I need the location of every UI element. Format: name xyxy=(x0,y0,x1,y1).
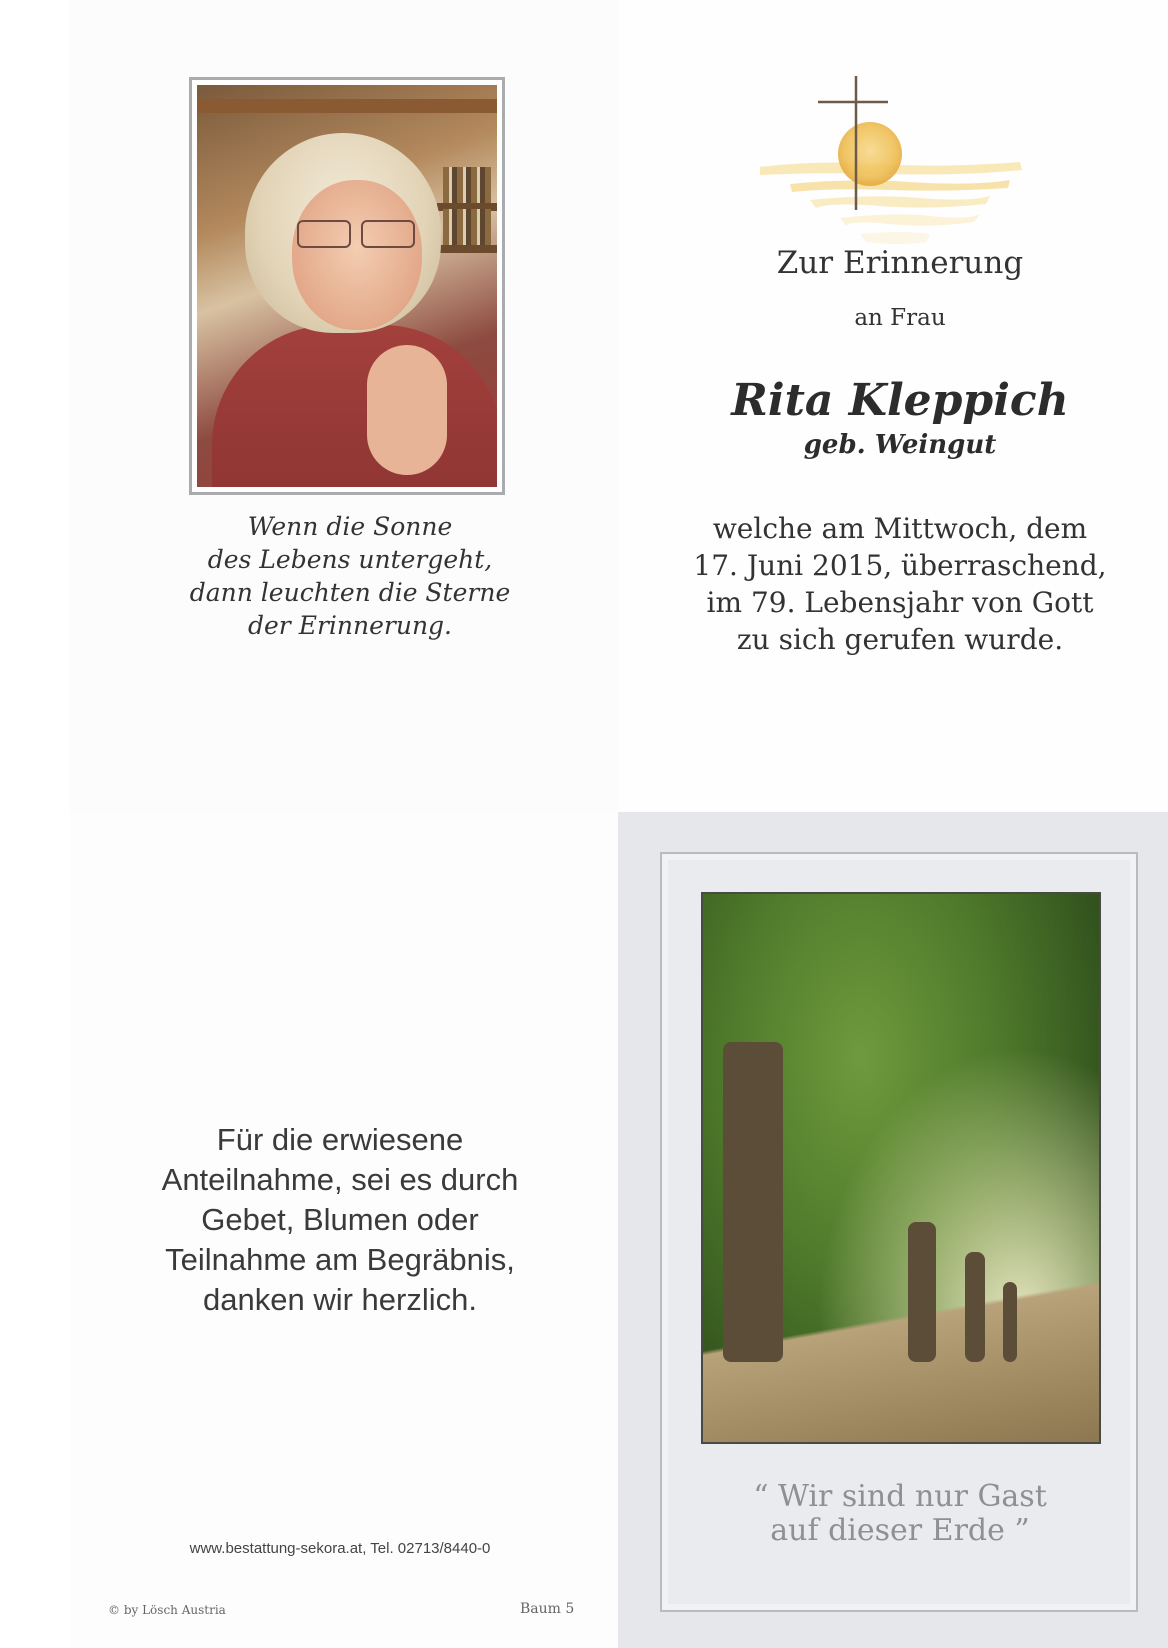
quote-line: auf dieser Erde ” xyxy=(770,1513,1030,1548)
poem-line: Wenn die Sonne xyxy=(247,512,453,541)
thanks-line: Gebet, Blumen oder xyxy=(201,1202,479,1237)
thanks-line: danken wir herzlich. xyxy=(203,1282,477,1317)
thanks-line: Teilnahme am Begräbnis, xyxy=(165,1242,515,1277)
copyright-notice: © by Lösch Austria xyxy=(108,1603,226,1617)
tree-avenue-photo xyxy=(701,892,1101,1444)
death-line: zu sich gerufen wurde. xyxy=(736,623,1064,656)
death-line: 17. Juni 2015, überraschend, xyxy=(693,549,1107,582)
poem-line: des Lebens untergeht, xyxy=(207,545,493,574)
design-code: Baum 5 xyxy=(520,1601,575,1617)
card-quote xyxy=(690,1480,1110,1548)
poem xyxy=(165,510,535,642)
poem-line: dann leuchten die Sterne xyxy=(189,578,511,607)
death-notice xyxy=(680,510,1120,658)
memorial-title: Zur Erinnerung xyxy=(776,245,1024,281)
maiden-name: geb. Weingut xyxy=(803,430,997,460)
death-line: im 79. Lebensjahr von Gott xyxy=(706,586,1094,619)
quote-line: “ Wir sind nur Gast xyxy=(753,1479,1047,1514)
cross-sun-icon xyxy=(760,72,1030,262)
portrait-frame xyxy=(189,77,505,495)
deceased-name: Rita Kleppich xyxy=(731,375,1069,426)
thanks-line: Für die erwiesene xyxy=(216,1122,464,1157)
memorial-subtitle: an Frau xyxy=(854,305,946,331)
poem-line: der Erinnerung. xyxy=(248,611,452,640)
death-line: welche am Mittwoch, dem xyxy=(712,512,1088,545)
portrait-photo xyxy=(197,85,497,487)
funeral-home-contact: www.bestattung-sekora.at, Tel. 02713/8440-0 xyxy=(189,1540,491,1557)
thanks-text xyxy=(130,1120,550,1320)
thanks-line: Anteilnahme, sei es durch xyxy=(161,1162,519,1197)
